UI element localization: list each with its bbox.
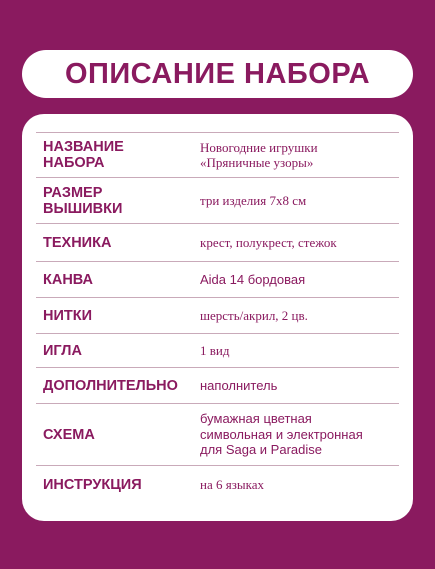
spec-label: ДОПОЛНИТЕЛЬНО (43, 377, 178, 394)
description-card (22, 114, 413, 521)
spec-label: РАЗМЕР ВЫШИВКИ (43, 184, 123, 217)
spec-label: ИГЛА (43, 342, 82, 359)
spec-value: наполнитель (200, 377, 278, 393)
spec-row-instructions (36, 466, 399, 504)
spec-label: СХЕМА (43, 426, 95, 443)
spec-row-name (36, 132, 399, 178)
spec-label: ИНСТРУКЦИЯ (43, 477, 142, 493)
title-banner (22, 50, 413, 98)
spec-row-scheme (36, 404, 399, 466)
spec-label: КАНВА (43, 271, 94, 288)
spec-label: ТЕХНИКА (43, 234, 112, 251)
spec-value: на 6 языках (200, 477, 264, 493)
spec-row-size (36, 178, 399, 224)
spec-value: крест, полукрест, стежок (200, 234, 337, 250)
spec-label: НИТКИ (43, 307, 93, 324)
spec-value: шерсть/акрил, 2 цв. (200, 307, 308, 323)
spec-value: Новогодние игрушки «Пряничные узоры» (200, 139, 318, 170)
page-title: ОПИСАНИЕ НАБОРА (64, 57, 371, 90)
spec-row-technique (36, 224, 399, 262)
spec-value: три изделия 7х8 см (200, 192, 307, 208)
spec-row-canvas (36, 262, 399, 298)
spec-value: 1 вид (200, 342, 230, 358)
spec-row-threads (36, 298, 399, 334)
spec-row-extra (36, 368, 399, 404)
spec-label: НАЗВАНИЕ НАБОРА (43, 139, 124, 171)
spec-value: Aida 14 бордовая (200, 271, 306, 287)
spec-value: бумажная цветная символьная и электронная для Saga и Paradise (200, 411, 363, 458)
spec-row-needle (36, 334, 399, 368)
spec-table (36, 132, 399, 504)
